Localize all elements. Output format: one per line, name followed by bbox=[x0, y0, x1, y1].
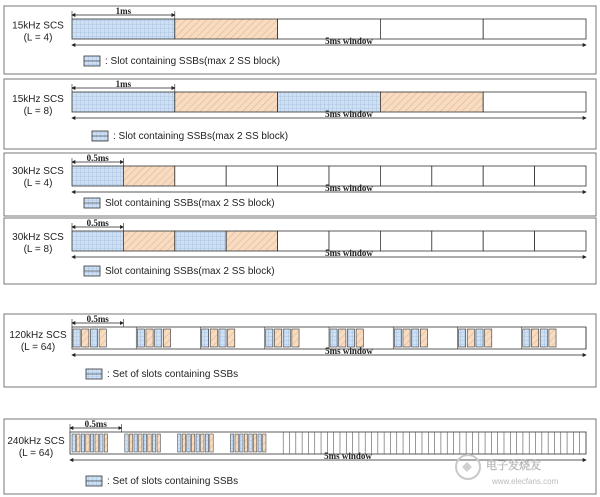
scs-label: 15kHz SCS bbox=[12, 94, 64, 106]
slot bbox=[420, 329, 427, 347]
slot bbox=[77, 434, 80, 452]
slot bbox=[274, 329, 281, 347]
slot bbox=[90, 434, 93, 452]
scs-label: (L = 64) bbox=[18, 447, 54, 459]
slot bbox=[230, 434, 233, 452]
row-30khz-l4 bbox=[4, 153, 596, 216]
slot bbox=[380, 231, 431, 251]
slot bbox=[523, 329, 530, 347]
slot bbox=[104, 434, 107, 452]
slot bbox=[258, 434, 261, 452]
duration-label: 1ms bbox=[115, 79, 132, 89]
slot bbox=[535, 231, 586, 251]
slot bbox=[283, 329, 290, 347]
legend-text: : Set of slots containing SSBs bbox=[107, 476, 239, 487]
row-30khz-l8 bbox=[4, 218, 596, 284]
slot bbox=[330, 329, 337, 347]
slot bbox=[432, 166, 483, 186]
slot bbox=[202, 329, 209, 347]
slot bbox=[339, 329, 346, 347]
slot bbox=[157, 434, 160, 452]
slot bbox=[72, 231, 123, 251]
watermark-text: 电子发烧友 bbox=[486, 460, 541, 472]
legend-text: Slot containing SSBs(max 2 SS block) bbox=[105, 266, 275, 277]
slot bbox=[191, 434, 194, 452]
slot bbox=[72, 166, 123, 186]
slot bbox=[235, 434, 238, 452]
slot bbox=[72, 19, 175, 39]
slot bbox=[347, 329, 354, 347]
row-15khz-l8 bbox=[4, 79, 596, 149]
window-label: 5ms window bbox=[324, 451, 372, 461]
slot bbox=[95, 434, 98, 452]
slot bbox=[380, 19, 483, 39]
slot bbox=[125, 434, 128, 452]
slot bbox=[152, 434, 155, 452]
slot bbox=[467, 329, 474, 347]
slot bbox=[226, 231, 277, 251]
slot bbox=[187, 434, 190, 452]
slot bbox=[123, 166, 174, 186]
window-label: 5ms window bbox=[325, 248, 373, 258]
scs-label: 30kHz SCS bbox=[12, 165, 64, 177]
slot bbox=[483, 19, 586, 39]
slot bbox=[139, 434, 142, 452]
legend-text: Slot containing SSBs(max 2 SS block) bbox=[105, 198, 275, 209]
slot bbox=[72, 434, 75, 452]
slot bbox=[175, 19, 278, 39]
slot bbox=[412, 329, 419, 347]
slot bbox=[175, 231, 226, 251]
scs-label: 30kHz SCS bbox=[12, 231, 64, 243]
slot bbox=[90, 329, 97, 347]
watermark-url: www.elecfans.com bbox=[492, 477, 559, 486]
slot bbox=[531, 329, 538, 347]
slot bbox=[99, 329, 106, 347]
window-label: 5ms window bbox=[325, 36, 373, 46]
slot bbox=[244, 434, 247, 452]
slot bbox=[540, 329, 547, 347]
slot bbox=[210, 329, 217, 347]
slot bbox=[134, 434, 137, 452]
slot bbox=[175, 166, 226, 186]
slot bbox=[483, 166, 534, 186]
slot bbox=[226, 166, 277, 186]
slot bbox=[81, 434, 84, 452]
slot bbox=[403, 329, 410, 347]
slot bbox=[459, 329, 466, 347]
scs-label: (L = 8) bbox=[23, 106, 53, 118]
slot bbox=[137, 329, 144, 347]
slot bbox=[129, 434, 132, 452]
slot bbox=[253, 434, 256, 452]
scs-rows bbox=[4, 6, 596, 494]
slot bbox=[219, 329, 226, 347]
slot bbox=[549, 329, 556, 347]
window-label: 5ms window bbox=[325, 183, 373, 193]
row-120khz-l64 bbox=[4, 314, 596, 387]
slot bbox=[178, 434, 181, 452]
slot bbox=[228, 329, 235, 347]
slot bbox=[196, 434, 199, 452]
slot bbox=[123, 231, 174, 251]
slot bbox=[155, 329, 162, 347]
duration-label: 0.5ms bbox=[86, 218, 109, 228]
slot bbox=[356, 329, 363, 347]
slot bbox=[86, 434, 89, 452]
scs-label: (L = 4) bbox=[23, 32, 53, 44]
slot bbox=[249, 434, 252, 452]
slot bbox=[175, 92, 278, 112]
legend-text: : Slot containing SSBs(max 2 SS block) bbox=[113, 131, 289, 142]
scs-label: 15kHz SCS bbox=[12, 20, 64, 32]
duration-label: 0.5ms bbox=[86, 314, 109, 324]
slot bbox=[292, 329, 299, 347]
slot bbox=[210, 434, 213, 452]
slot bbox=[432, 231, 483, 251]
scs-label: (L = 8) bbox=[23, 243, 53, 255]
legend-text: : Set of slots containing SSBs bbox=[107, 369, 239, 380]
slot bbox=[148, 434, 151, 452]
slot bbox=[146, 329, 153, 347]
window-label: 5ms window bbox=[325, 346, 373, 356]
slot bbox=[394, 329, 401, 347]
scs-label: 120kHz SCS bbox=[9, 330, 67, 342]
scs-label: (L = 64) bbox=[20, 342, 56, 354]
slot bbox=[535, 166, 586, 186]
scs-label: (L = 4) bbox=[23, 177, 53, 189]
slot bbox=[278, 231, 329, 251]
slot bbox=[263, 434, 266, 452]
duration-label: 0.5ms bbox=[84, 419, 107, 429]
slot bbox=[205, 434, 208, 452]
slot bbox=[143, 434, 146, 452]
slot bbox=[485, 329, 492, 347]
slot bbox=[82, 329, 89, 347]
duration-label: 0.5ms bbox=[86, 153, 109, 163]
slot bbox=[163, 329, 170, 347]
row-15khz-l4 bbox=[4, 6, 596, 74]
slot bbox=[201, 434, 204, 452]
legend-text: : Slot containing SSBs(max 2 SS block) bbox=[105, 56, 281, 67]
slot bbox=[483, 92, 586, 112]
slot bbox=[380, 166, 431, 186]
slot bbox=[476, 329, 483, 347]
slot bbox=[100, 434, 103, 452]
window-label: 5ms window bbox=[325, 109, 373, 119]
slot bbox=[73, 329, 80, 347]
slot bbox=[278, 166, 329, 186]
slot bbox=[182, 434, 185, 452]
slot bbox=[72, 92, 175, 112]
slot bbox=[483, 231, 534, 251]
slot bbox=[266, 329, 273, 347]
slot bbox=[380, 92, 483, 112]
scs-label: 240kHz SCS bbox=[7, 435, 65, 447]
duration-label: 1ms bbox=[115, 6, 132, 16]
slot bbox=[240, 434, 243, 452]
